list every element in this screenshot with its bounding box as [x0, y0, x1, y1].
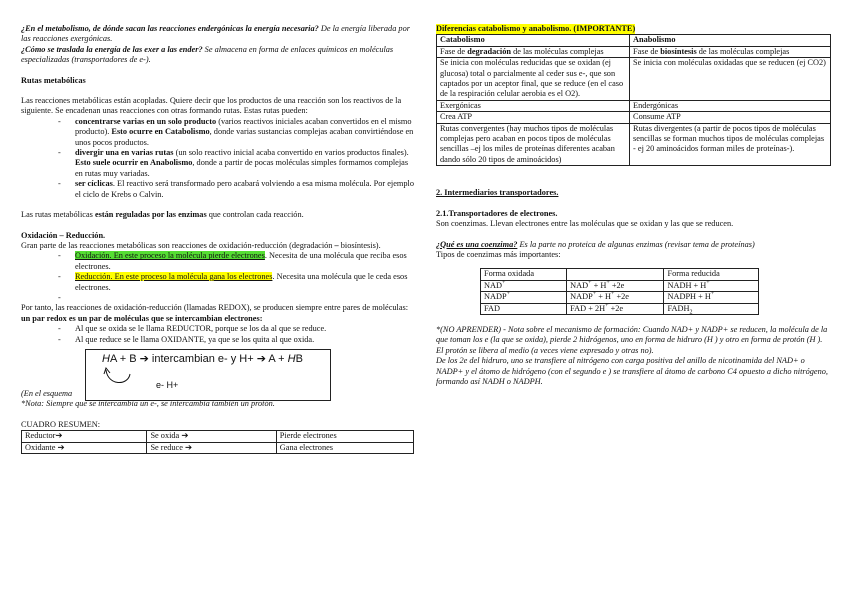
table-row: NADP+ NADP+ + H+ +2e NADPH + H+ — [481, 292, 759, 303]
list-item: - Oxidación. En este proceso la molécula pierde electrones. Necesita de una molécula que reciba esos electrones. — [75, 251, 414, 272]
answer-2: Se almacena en forma de enlaces químicos en moléculas especializadas (transportadores de e-). — [21, 44, 394, 65]
table-row: Oxidante ➔ Se reduce ➔ Gana electrones — [22, 442, 414, 453]
table-header-row: Forma oxidada Forma reducida — [481, 269, 759, 280]
question-2: ¿Cómo se traslada la energía de las exer a las ender? — [21, 44, 203, 54]
cuadro-table — [21, 430, 414, 454]
list-item — [75, 293, 414, 303]
table-row: Fase de degradación de las moléculas complejas Fase de biosíntesis de las moléculas complejas — [437, 46, 831, 57]
table-row: Rutas convergentes (hay muchos tipos de moléculas complejas pero acaban en pocos tipos de moléculas sencillas –ej los miles de proteínas diferentes acaban dando sólo 20 tipos de aminoácidos) Rutas divergentes (a partir de pocos tipos de moléculas sencillas se forman muchos tipos de moléculas complejas - ej 20 aminoácidos forman miles de proteínas-). — [437, 123, 831, 166]
rutas-intro: Las reacciones metabólicas están acopladas. Quiere decir que los productos de una reacción son los reactivos de la siguiente. Se encadenan unas reacciones con otras formando rutas. Estas rutas pueden: — [21, 96, 402, 116]
redox-diagram — [85, 349, 331, 401]
list-item: - concentrarse varias en un solo producto (varios reactivos iniciales acaban convertidos en el mismo producto). Esto ocurre en Catabolismo, donde varias sustancias complejas acaban convirtiéndose en unos pocos productos. — [75, 117, 414, 148]
oxidation-highlight: Oxidación. En este proceso la molécula pierde electrones — [75, 251, 265, 261]
redox-sublist — [21, 324, 414, 345]
proton-note: El protón se libera al medio (a veces viene expresado y otras no). — [436, 345, 654, 355]
table-row: FAD FAD + 2H+ +2e $FADH_2$ — [481, 303, 759, 314]
enzimas-paragraph: Las rutas metabólicas están reguladas por las enzimas que controlan cada reacción. — [21, 210, 304, 220]
list-item: - ser cíclicas. El reactivo será transformado pero acabará volviendo a esa misma molécula. Por ejemplo el ciclo de Krebs o Calvin. — [75, 179, 414, 200]
table-row: NAD+ NAD+ + H+ +2e NADH + H+ — [481, 280, 759, 291]
redox-pairs: Por tanto, las reacciones de oxidación-reducción (llamadas REDOX), se producen siempre entre pares de moléculas: un par redox es un par de moléculas que se intercambian electrones: — [21, 303, 409, 323]
transfer-arrow-icon — [102, 364, 162, 390]
list-item: - Al que se oxida se le llama REDUCTOR, porque se los da al que se reduce. — [75, 324, 414, 334]
redox-intro: Gran parte de las reacciones metabólicas son reacciones de oxidación-reducción (degradación – biosíntesis). — [21, 240, 381, 250]
table-header-row: Catabolismo Anabolismo — [437, 35, 831, 46]
coenzima-question: ¿Qué es una coenzima? Es la parte no proteica de algunas enzimas (revisar tema de proteínas) — [436, 239, 755, 249]
reduction-highlight: Reducción. En este proceso la molécula gana los electrones — [75, 272, 273, 282]
list-item: - Reducción. En este proceso la molécula gana los electrones. Necesita una molécula que le ceda esos electrones. — [75, 272, 414, 293]
coenzymes-table — [480, 268, 759, 315]
question-1: ¿En el metabolismo, de dónde sacan las reacciones endergónicas la energía necesaria? — [21, 24, 319, 33]
cuadro-heading: CUADRO RESUMEN: — [21, 419, 101, 429]
list-item: - divergir una en varias rutas (un solo reactivo inicial acaba convertido en varios productos finales). Esto suele ocurrir en Anabolismo, donde a partir de pocas moléculas simples formamos complejas en rutas muy variadas. — [75, 148, 414, 179]
table-row: Exergónicas Endergónicas — [437, 100, 831, 111]
s21-heading: 2.1.Transportadores de electrones. — [436, 208, 558, 218]
redox-heading: Oxidación – Reducción. — [21, 230, 106, 240]
formation-note: *(NO APRENDER) - Nota sobre el mecanismo de formación: Cuando NAD+ y NADP+ se reducen, la molécula de la que toman los e (la que se oxida), pierde 2 hidrógenos, uno en forma de hidruro (H ) y otro en forma de protón (H ). — [436, 324, 828, 345]
hydride-note: De los 2e del hidruro, uno se transfiere al nitrógeno con carga positiva del anillo de nicotinamida del NAD+ o NADP+ y el átomo de hidrógeno (con el segundo e ) se transfiere al átomo de carbono C4 opuesto a dicho nitrógeno, formando así NADH o NADPH. — [436, 356, 828, 386]
section2-heading: 2. Intermediarios transportadores. — [436, 188, 559, 198]
answer-1: De la energía liberada por las reacciones exergónicas. — [21, 24, 410, 44]
nota: *Nota: Siempre que se intercambia un e-, se intercambia también un protón. — [21, 399, 275, 409]
list-item: - Al que reduce se le llama OXIDANTE, ya que se los quita al que oxida. — [75, 335, 414, 345]
diagram-equation: HA + B ➔ intercambian e- y H+ ➔ A + HB — [102, 352, 303, 365]
diagram-eh-label: e- H+ — [156, 379, 179, 390]
rutas-heading: Rutas metabólicas — [21, 75, 86, 85]
s21-text: Son coenzimas. Llevan electrones entre las moléculas que se oxidan y las que se reducen. — [436, 219, 734, 229]
right-column — [436, 24, 831, 387]
intro-questions — [21, 24, 414, 66]
table-row: Crea ATP Consume ATP — [437, 112, 831, 123]
table-row: Reductor➔ Se oxida ➔ Pierde electrones — [22, 431, 414, 442]
esquema-note: (En el esquema — [21, 388, 73, 398]
redox-list — [21, 251, 414, 303]
left-column — [21, 24, 414, 454]
table-row: Se inicia con moléculas reducidas que se oxidan (ej glucosa) total o parcialmente al ceder sus e-, que son captados por un aceptor final, que se reduce (en el caso de la respiración celular aerobia es el O2). Se inicia con moléculas oxidadas que se reducen (ej CO2) — [437, 58, 831, 101]
rutas-list — [21, 117, 414, 200]
tipos-text: Tipos de coenzimas más importantes: — [436, 249, 561, 259]
diff-heading: Diferencias catabolismo y anabolismo. (IMPORTANTE) — [436, 24, 636, 33]
diff-table — [436, 34, 831, 166]
